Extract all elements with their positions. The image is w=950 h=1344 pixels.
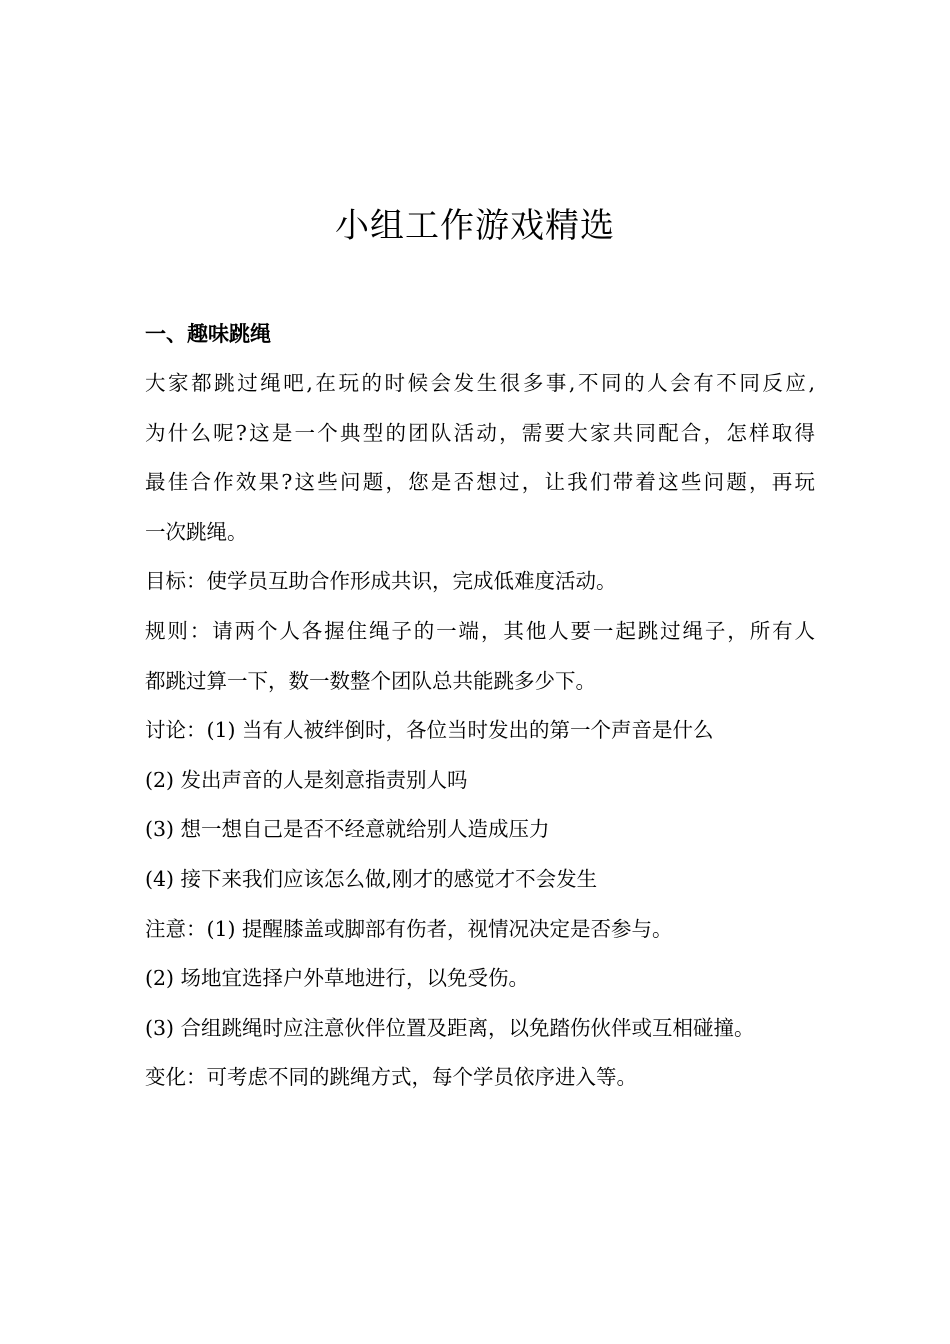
intro-paragraph (145, 359, 815, 557)
note-item: (2) 场地宜选择户外草地进行，以免受伤。 (145, 966, 530, 991)
discussion-item: (4) 接下来我们应该怎么做,刚才的感觉才不会发生 (145, 866, 598, 891)
document-body (145, 310, 815, 1103)
intro-line: 为什么呢?这是一个典型的团队活动，需要大家共同配合，怎样取得 (145, 420, 815, 445)
goal-text: 目标：使学员互助合作形成共识，完成低难度活动。 (145, 569, 617, 594)
discussion-item: (2) 发出声音的人是刻意指责别人吗 (145, 767, 468, 792)
document-title: 小组工作游戏精选 (335, 206, 615, 246)
rules-line: 都跳过算一下，数一数整个团队总共能跳多少下。 (145, 668, 596, 693)
discussion-item: 讨论：(1) 当有人被绊倒时，各位当时发出的第一个声音是什么 (145, 718, 714, 743)
rules-paragraph (145, 607, 815, 706)
intro-line: 大家都跳过绳吧,在玩的时候会发生很多事,不同的人会有不同反应, (145, 371, 815, 395)
rules-line: 规则：请两个人各握住绳子的一端，其他人要一起跳过绳子，所有人 (145, 618, 815, 643)
discussion-item: (3) 想一想自己是否不经意就给别人造成压力 (145, 817, 550, 842)
note-item: (3) 合组跳绳时应注意伙伴位置及距离，以免踏伤伙伴或互相碰撞。 (145, 1015, 755, 1040)
intro-line: 最佳合作效果?这些问题，您是否想过，让我们带着这些问题，再玩 (145, 470, 815, 495)
variation-text: 变化：可考虑不同的跳绳方式，每个学员依序进入等。 (145, 1065, 637, 1090)
section-heading: 一、趣味跳绳 (145, 322, 271, 346)
intro-line: 一次跳绳。 (145, 519, 248, 544)
note-item: 注意：(1) 提醒膝盖或脚部有伤者，视情况决定是否参与。 (145, 916, 673, 941)
